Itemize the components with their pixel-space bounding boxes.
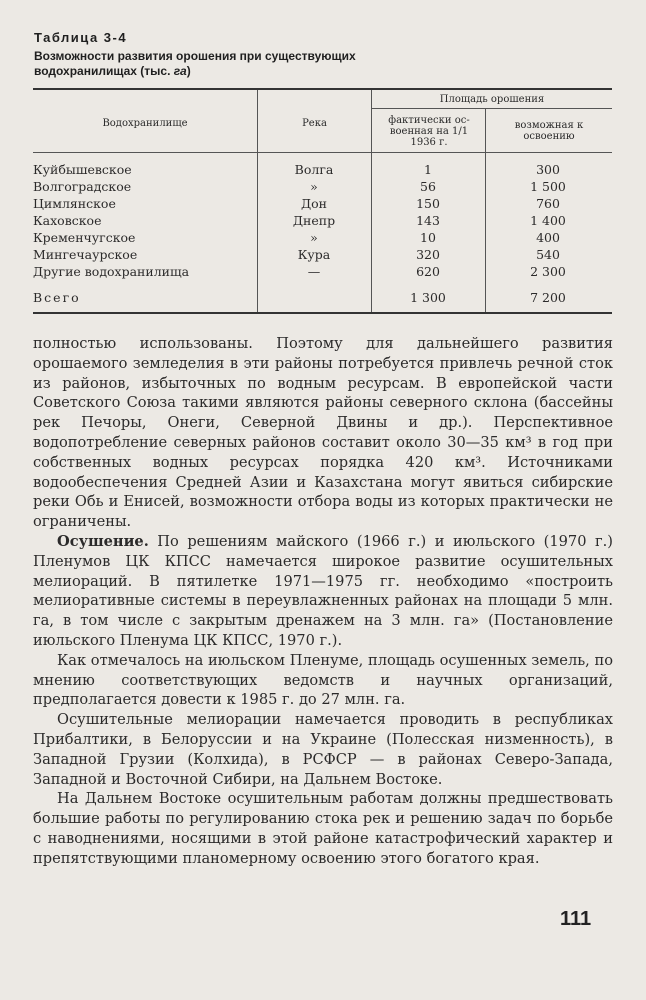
cell-actual: 620 (416, 264, 440, 279)
table-row (0, 178, 646, 195)
cell-river: Дон (300, 196, 328, 211)
total-label: Всего (33, 290, 81, 305)
table-top-rule (33, 88, 612, 90)
paragraph: На Дальнем Востоке осушительным работам должны предшествовать большие работы по регулированию стока рек и решению задач по борьбе с наводнениями, носящими в этой районе катастрофический характер и препятствующими планомерному освоению этого богатого края. (33, 790, 613, 867)
cell-reservoir: Кременчугское (33, 230, 136, 245)
table-row (0, 212, 646, 229)
header-river: Река (302, 118, 327, 129)
cell-reservoir: Другие водохранилища (33, 264, 190, 279)
cell-reservoir: Куйбышевское (33, 162, 132, 177)
table-row (0, 246, 646, 263)
paragraph-text: По решениям майского (1966 г.) и июльского (1970 г.) Пленумов ЦК КПСС намечается широкое развитие осушительных мелиораций. В пятилетке 1971—1975 гг. необходимо «построить мелиоративные системы в переувлажненных районах на площади 5 млн. га, в том числе с закрытым дренажем на 3 млн. га» (Постановление июльского Пленума ЦК КПСС, 1970 г.). (33, 532, 613, 649)
cell-river: Кура (297, 247, 331, 262)
cell-actual: 320 (416, 247, 440, 262)
paragraph (33, 532, 613, 651)
section-heading: Осушение. (57, 532, 149, 550)
body-text (33, 334, 613, 869)
table-row (0, 263, 646, 280)
table-bottom-rule (33, 312, 612, 314)
cell-possible: 300 (536, 162, 560, 177)
cell-river: » (310, 179, 318, 194)
paragraph: Как отмечалось на июльском Пленуме, площадь осушенных земель, по мнению соответствующих ведомств и научных организаций, предполагается довести к 1985 г. до 27 млн. га. (33, 651, 613, 709)
total-actual: 1 300 (410, 290, 446, 305)
table-title-end: ) (186, 64, 191, 78)
header-bottom-rule (33, 152, 612, 153)
cell-river: — (307, 264, 321, 279)
paragraph: полностью использованы. Поэтому для дальнейшего развития орошаемого земледелия в эти районы потребуется привлечь речной сток из районов, избыточных по водным ресурсам. В европейской части Советского Союза такими являются районы северного склона (бассейны рек Печоры, Онеги, Северной Двины и др.). Перспективное водопотребление северных районов составит около 30—35 км³ в год при собственных водных ресурсах порядка 420 км³. Источниками водообеспечения Средней Азии и Казахстана могут явиться сибирские реки Обь и Енисей, возможности отбора воды из которых практически не ограничены. (33, 335, 613, 531)
cell-actual: 143 (416, 213, 440, 228)
table-row (0, 161, 646, 178)
table-title-unit: га (173, 64, 187, 78)
cell-actual: 56 (420, 179, 436, 194)
header-divider (372, 108, 612, 109)
header-actual: фактически ос-военная на 1/1 1936 г. (388, 115, 470, 148)
cell-reservoir: Каховское (33, 213, 102, 228)
cell-possible: 2 300 (530, 264, 566, 279)
cell-river: Волга (294, 162, 334, 177)
cell-actual: 10 (420, 230, 436, 245)
cell-possible: 1 400 (530, 213, 566, 228)
cell-reservoir: Волгоградское (33, 179, 132, 194)
table-row (0, 229, 646, 246)
cell-river: » (310, 230, 318, 245)
cell-reservoir: Мингечаурское (33, 247, 138, 262)
cell-possible: 540 (536, 247, 560, 262)
cell-river: Днепр (292, 213, 336, 228)
header-area: Площадь орошения (439, 94, 545, 105)
table-title-text: Возможности развития орошения при существующих водохранилищах (тыс. (34, 49, 356, 78)
table-total-row (0, 289, 646, 306)
paragraph: Осушительные мелиорации намечается проводить в республиках Прибалтики, в Белоруссии и на Украине (Полесская низменность), в Западной Грузии (Колхида), в РСФСР — в районах Северо-Запада, Западной и Восточной Сибири, на Дальнем Востоке. (33, 711, 613, 788)
table-row (0, 195, 646, 212)
page-number: 111 (560, 908, 592, 930)
cell-reservoir: Цимлянское (33, 196, 116, 211)
cell-possible: 400 (536, 230, 560, 245)
header-possible: возможная к освоению (514, 120, 584, 142)
cell-possible: 1 500 (530, 179, 566, 194)
table-title (34, 49, 454, 79)
cell-possible: 760 (536, 196, 560, 211)
cell-actual: 1 (424, 162, 432, 177)
total-possible: 7 200 (530, 290, 566, 305)
cell-actual: 150 (416, 196, 440, 211)
table-label: Таблица 3-4 (34, 30, 128, 45)
header-reservoir: Водохранилище (102, 118, 188, 129)
